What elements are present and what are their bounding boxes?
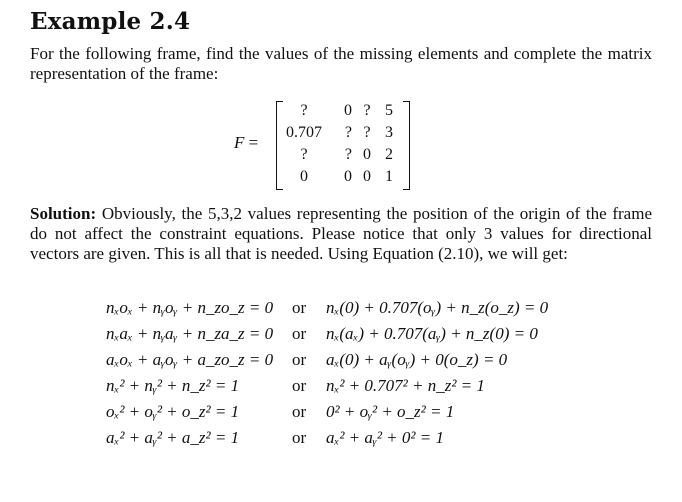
equation-row <box>106 399 548 425</box>
intro-paragraph: For the following frame, find the values of the missing elements and complete the matrix representation of the frame: <box>30 44 652 83</box>
equation-rhs: nₓ² + 0.707² + n_z² = 1 <box>326 376 485 395</box>
equation-row <box>106 321 548 347</box>
matrix-cell: ? <box>300 102 308 119</box>
matrix-cell: 0 <box>300 168 308 185</box>
matrix-row <box>282 166 400 188</box>
equation-row <box>106 347 548 373</box>
solution-label: Solution: <box>30 204 97 223</box>
equation-connector: or <box>292 376 307 395</box>
matrix-cell: 5 <box>385 102 393 119</box>
equation-connector: or <box>292 428 307 447</box>
equation-connector: or <box>292 298 307 317</box>
solution-paragraph <box>30 204 652 264</box>
equation-connector: or <box>292 402 307 421</box>
frame-matrix-equation <box>0 100 682 192</box>
equation-rhs: 0² + oᵧ² + o_z² = 1 <box>326 402 455 421</box>
matrix-cell: 0 <box>344 102 352 119</box>
frame-matrix <box>282 100 400 188</box>
equation-rhs: nₓ(0) + 0.707(oᵧ) + n_z(o_z) = 0 <box>326 298 549 317</box>
matrix-cell: ? <box>363 102 371 119</box>
equation-lhs: nₓaₓ + nᵧaᵧ + n_za_z = 0 <box>106 324 274 343</box>
matrix-cell: 0 <box>344 168 352 185</box>
equation-lhs: aₓ² + aᵧ² + a_z² = 1 <box>106 428 240 447</box>
matrix-cell: ? <box>344 146 352 163</box>
matrix-cell: ? <box>300 146 308 163</box>
equation-lhs: aₓoₓ + aᵧoᵧ + a_zo_z = 0 <box>106 350 274 369</box>
equation-lhs: nₓ² + nᵧ² + n_z² = 1 <box>106 376 240 395</box>
right-bracket <box>403 101 410 190</box>
equation-row <box>106 295 548 321</box>
example-heading: Example 2.4 <box>30 8 191 35</box>
matrix-row <box>282 122 400 144</box>
matrix-cell: 3 <box>385 124 393 141</box>
matrix-cell: 2 <box>385 146 393 163</box>
equation-lhs: oₓ² + oᵧ² + o_z² = 1 <box>106 402 240 421</box>
matrix-row <box>282 100 400 122</box>
equation-connector: or <box>292 350 307 369</box>
matrix-cell: ? <box>344 124 352 141</box>
matrix-cell: 0 <box>363 146 371 163</box>
equation-lhs: nₓoₓ + nᵧoᵧ + n_zo_z = 0 <box>106 298 274 317</box>
matrix-cell: ? <box>363 124 371 141</box>
matrix-cell: 0 <box>363 168 371 185</box>
constraint-equations <box>106 295 548 451</box>
matrix-cell: 0.707 <box>286 124 322 141</box>
matrix-cell: 1 <box>385 168 393 185</box>
equation-rhs: aₓ(0) + aᵧ(oᵧ) + 0(o_z) = 0 <box>326 350 508 369</box>
equation-row <box>106 425 548 451</box>
matrix-row <box>282 144 400 166</box>
equation-rhs: aₓ² + aᵧ² + 0² = 1 <box>326 428 444 447</box>
matrix-label <box>234 133 258 153</box>
matrix-name: F <box>234 133 245 152</box>
solution-text: Obviously, the 5,3,2 values representing the position of the origin of the frame do not affect the constraint equations. Please notice that only 3 values for directional vectors are given. This is all that is needed. Using Equation (2.10), we will get: <box>30 204 652 263</box>
equation-row <box>106 373 548 399</box>
equation-rhs: nₓ(aₓ) + 0.707(aᵧ) + n_z(0) = 0 <box>326 324 538 343</box>
equals-sign: = <box>248 133 259 152</box>
equation-connector: or <box>292 324 307 343</box>
